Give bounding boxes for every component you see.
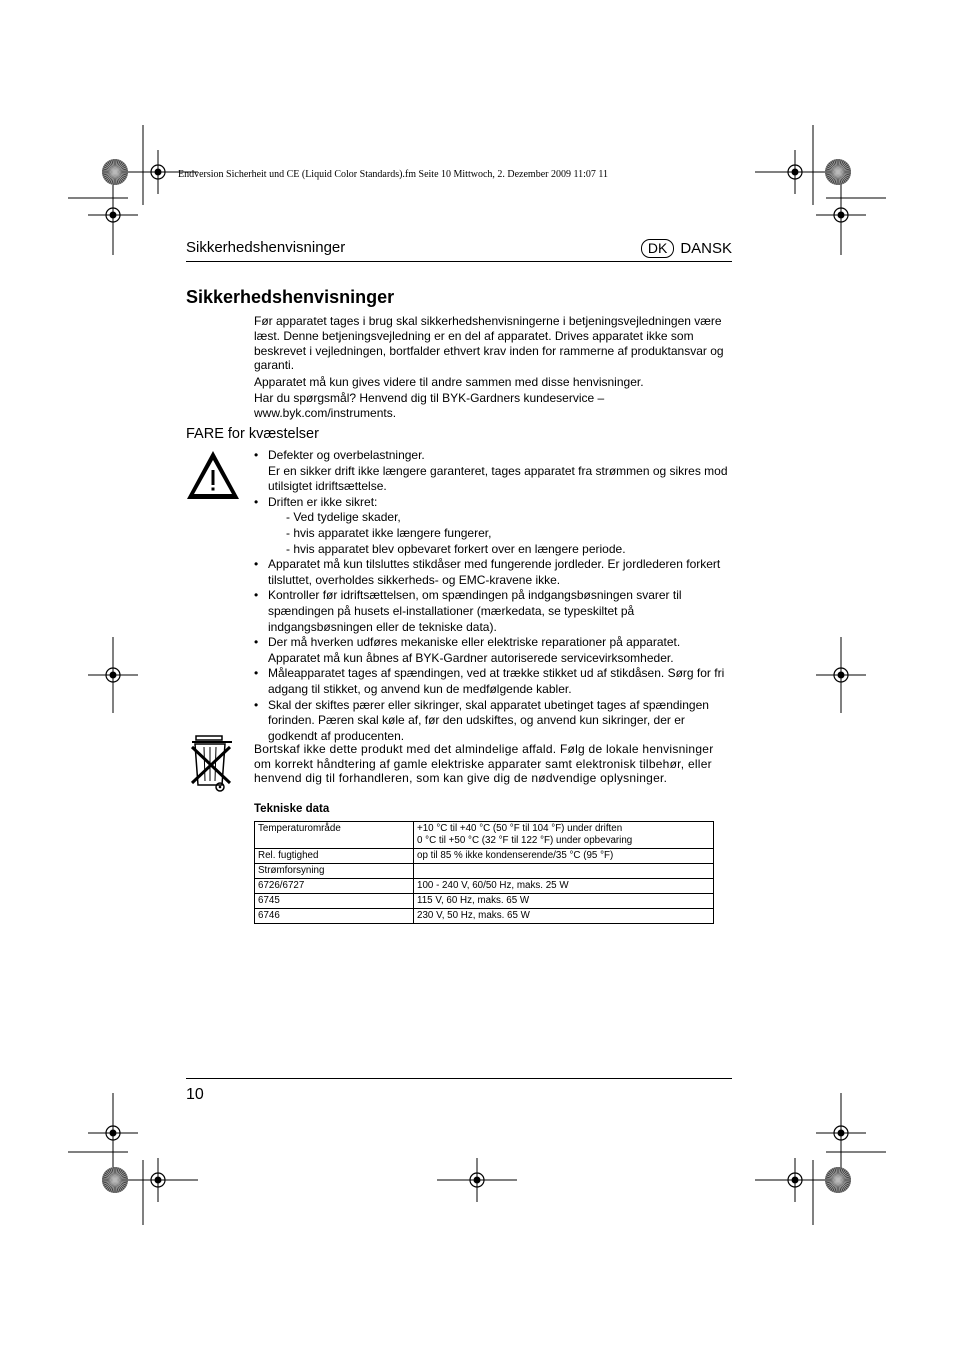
footer-rule: [186, 1078, 732, 1079]
table-cell-value: 230 V, 50 Hz, maks. 65 W: [414, 909, 714, 924]
list-item: [254, 495, 734, 557]
page-number: 10: [186, 1086, 204, 1103]
intro-text: [254, 314, 734, 422]
list-item: [254, 557, 734, 588]
danger-heading: FARE for kvæstelser: [186, 426, 319, 442]
disposal-text: Bortskaf ikke dette produkt med det almindelige affald. Følg de lokale henvisninger om korrekt håndtering af gamle elektriske apparater samt elektronisk tilbehør, eller henvend dig til forhandleren, som kan give dig de nødvendige oplysninger.: [254, 742, 714, 786]
list-item: [254, 588, 734, 635]
list-item-text: • Driften er ikke sikret:: [268, 494, 378, 509]
list-item-text: • Defekter og overbelastninger.: [268, 448, 425, 462]
language-indicator: [641, 239, 732, 258]
print-header: Endversion Sicherheit und CE (Liquid Color Standards).fm Seite 10 Mittwoch, 2. Dezember 2009 11:07 11: [178, 169, 609, 180]
language-code-badge: DK: [641, 239, 674, 258]
registration-mark-part: [792, 1177, 799, 1184]
registration-mark-part: [792, 169, 799, 176]
registration-mark-part: [110, 672, 117, 679]
warning-triangle-icon: [186, 450, 240, 500]
list-item-text: • Måleapparatet tages af spændingen, ved at trække stikket ud af stikdåsen. Sørg for fri adgang til stikket, og anvend kun de medfølgende kabler.: [268, 666, 725, 696]
table-cell-label: Strømforsyning: [255, 864, 414, 879]
table-cell-value: [414, 864, 714, 879]
registration-mark-part: [838, 672, 845, 679]
registration-mark-part: [838, 212, 845, 219]
table-cell-label: 6745: [255, 894, 414, 909]
registration-mark-part: [838, 1130, 845, 1137]
list-item: [254, 698, 734, 745]
list-item-text: • Kontroller før idriftsættelsen, om spændingen på indgangsbøsningen svarer til spændingen på husets el-installationer (mærkedata, se typeskiltet på indgangsbøsningen eller de tekniske data).: [268, 588, 682, 634]
table-cell-value: [414, 822, 714, 849]
sub-item: - Ved tydelige skader,: [286, 510, 401, 525]
sub-item: - hvis apparatet ikke længere fungerer,: [286, 525, 492, 540]
language-name: DANSK: [680, 240, 732, 257]
registration-mark-part: [110, 1130, 117, 1137]
list-item: [254, 666, 734, 697]
crossed-out-bin-icon: [190, 733, 234, 793]
table-row: [255, 849, 714, 864]
intro-paragraph: Apparatet må kun gives videre til andre sammen med disse henvisninger.: [254, 374, 644, 389]
table-row: [255, 822, 714, 849]
table-cell-label: 6726/6727: [255, 879, 414, 894]
table-row: [255, 879, 714, 894]
danger-list: [254, 448, 734, 744]
registration-mark-part: [155, 1177, 162, 1184]
list-item-text: • Apparatet må kun tilsluttes stikdåser med fungerende jordleder. Er jordlederen forkert tilsluttet, overholdes sikkerheds- og EMC-kravene ikke.: [268, 557, 721, 587]
running-header-section: Sikkerhedshenvisninger: [186, 239, 346, 256]
tech-data-table: [254, 821, 714, 924]
value-line: 0 °C til +50 °C (32 °F til 122 °F) under opbevaring: [417, 835, 633, 846]
registration-mark-part: [474, 1177, 481, 1184]
sub-item: - hvis apparatet blev opbevaret forkert over en længere periode.: [286, 541, 626, 556]
table-row: [255, 894, 714, 909]
table-row: [255, 909, 714, 924]
list-item-detail: Er en sikker drift ikke længere garanteret, tages apparatet fra strømmen og sikres mod utilsigtet idriftsættelse.: [268, 463, 728, 494]
intro-paragraph: Før apparatet tages i brug skal sikkerhedshenvisningerne i betjeningsvejledningen være læst. Denne betjeningsvejledning er en del af apparatet. Drives apparatet ikke som beskrevet i vejledningen, bortfalder ethvert krav inden for rammerne af produktansvar og garanti.: [254, 314, 724, 373]
page-title: Sikkerhedshenvisninger: [186, 287, 395, 307]
list-item: [254, 635, 734, 666]
table-row: [255, 864, 714, 879]
table-cell-value: op til 85 % ikke kondenserende/35 °C (95 °F): [414, 849, 714, 864]
value-line: +10 °C til +40 °C (50 °F til 104 °F) under driften: [417, 823, 623, 834]
intro-paragraph: Har du spørgsmål? Henvend dig til BYK-Gardners kundeservice – www.byk.com/instruments.: [254, 390, 605, 420]
table-cell-value: 115 V, 60 Hz, maks. 65 W: [414, 894, 714, 909]
table-cell-label: Temperaturområde: [255, 822, 414, 849]
table-cell-value: 100 - 240 V, 60/50 Hz, maks. 25 W: [414, 879, 714, 894]
registration-mark-part: [155, 169, 162, 176]
running-header: [186, 239, 732, 262]
list-item-text: • Der må hverken udføres mekaniske eller elektriske reparationer på apparatet. Apparatet må kun åbnes af BYK-Gardner autoriserede servicevirksomheder.: [268, 635, 681, 665]
list-item: [254, 448, 734, 495]
registration-mark-part: [110, 212, 117, 219]
table-cell-label: 6746: [255, 909, 414, 924]
tech-data-heading: Tekniske data: [254, 803, 330, 815]
table-cell-label: Rel. fugtighed: [255, 849, 414, 864]
list-item-text: • Skal der skiftes pærer eller sikringer, skal apparatet ubetinget tages af spændingen forinden. Pæren skal køle af, før den udskiftes, og anvend kun sikringer, der er godkendt af producenten.: [268, 697, 709, 743]
